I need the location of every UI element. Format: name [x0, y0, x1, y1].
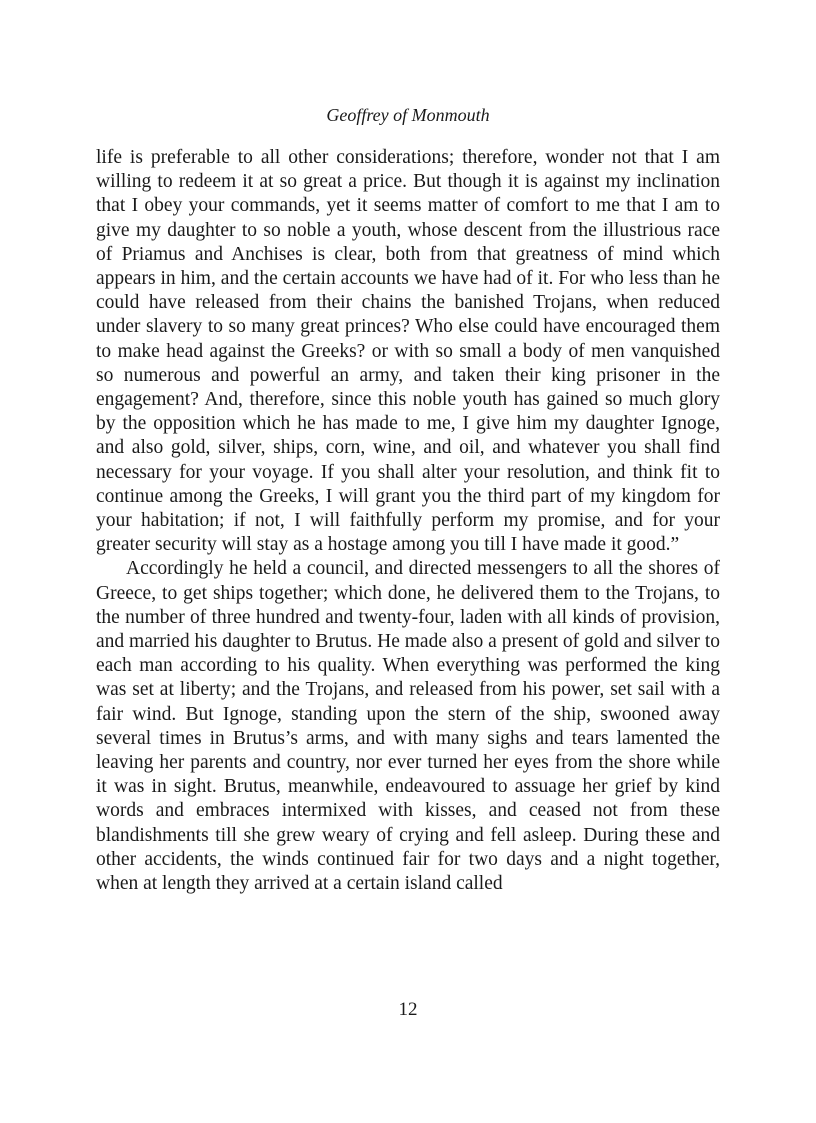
running-head: Geoffrey of Monmouth [326, 105, 490, 125]
page-number: 12 [398, 999, 418, 1020]
body-text [96, 146, 720, 896]
paragraph-continued: life is preferable to all other considerations; therefore, wonder not that I am willing to redeem it at so great a price. But though it is against my inclination that I obey your commands, yet it seems matter of comfort to me that I am to give my daughter to so noble a youth, whose descent from the illustrious race of Priamus and Anchises is clear, both from that greatness of mind which appears in him, and the certain accounts we have had of it. For who less than he could have released from their chains the banished Trojans, when reduced under slavery to so many great princes? Who else could have encouraged them to make head against the Greeks? or with so small a body of men vanquished so numerous and powerful an army, and taken their king prisoner in the engagement? And, therefore, since this noble youth has gained so much glory by the opposition which he has made to me, I give him my daughter Ignoge, and also gold, silver, ships, corn, wine, and oil, and whatever you shall find necessary for your voyage. If you shall alter your resolution, and think fit to continue among the Greeks, I will grant you the third part of my kingdom for your habitation; if not, I will faithfully perform my promise, and for your greater security will stay as a hostage among you till I have made it good.” [96, 147, 720, 556]
paragraph-accordingly: Accordingly he held a council, and directed messengers to all the shores of Greece, to get ships together; which done, he delivered them to the Trojans, to the number of three hundred and twenty-four, laden with all kinds of provision, and married his daughter to Brutus. He made also a present of gold and silver to each man according to his quality. When everything was performed the king was set at liberty; and the Trojans, and released from his power, set sail with a fair wind. But Ignoge, standing upon the stern of the ship, swooned away several times in Brutus’s arms, and with many sighs and tears lamented the leaving her parents and country, nor ever turned her eyes from the shore while it was in sight. Brutus, meanwhile, endeavoured to assuage her grief by kind words and embraces intermixed with kisses, and ceased not from these blandishments till she grew weary of crying and fell asleep. During these and other accidents, the winds continued fair for two days and a night together, when at length they arrived at a certain island called [96, 558, 720, 895]
